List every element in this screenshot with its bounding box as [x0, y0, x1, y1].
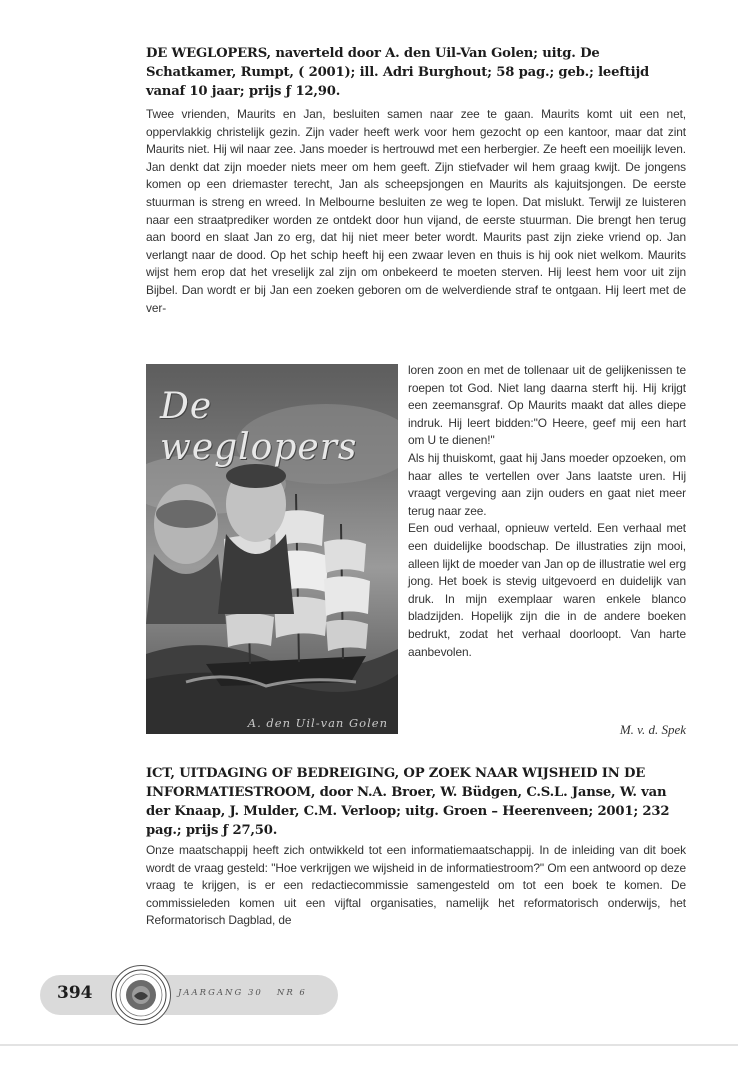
review-1-paragraph-3: Een oud verhaal, opnieuw verteld. Een verhaal met een duidelijke boodschap. De illustraties zijn mooi, alleen lijkt de moeder van Jan op de illustratie wel erg jong. Het boek is stevig uitgevoerd en duidelijk van druk. In mijn exemplaar waren enkele blanco bladzijden. Hopelijk zijn die in de andere boeken bedrukt, zodat het verhaal doorloopt. Van harte aanbevolen. — [408, 521, 686, 659]
review-1-paragraph-1-continued: loren zoon en met de tollenaar uit de gelijkenissen te roepen tot God. Niet lang daarna sterft hij. Hij krijgt een zeemansgraf. Op Maurits maakt dat alles diepe indruk. Hij leert bidden:"O Heere, geef mij een hart om U te dienen!" — [408, 363, 686, 448]
review-1-paragraph-2: Als hij thuiskomt, gaat hij Jans moeder opzoeken, om haar alles te vertellen over Jans laatste uren. Hij vraagt vergeving aan zijn ouders en gaat niet meer terug naar zee. — [408, 450, 686, 518]
book-cover-illustration — [146, 364, 398, 734]
page-number: 394 — [57, 983, 93, 1003]
footer-issue: NR 6 — [276, 988, 307, 998]
review-1-paragraph-1: Twee vrienden, Maurits en Jan, besluiten samen naar zee te gaan. Maurits komt uit een net, oppervlakkig christelijk gezin. Zijn vader heeft werk voor hem gezocht op een kantoor, maar dat zint Maurits niet. Hij wil naar zee. Jans moeder is hertrouwd met een herbergier. Ze heeft een moeilijk leven. Jan denkt dat zijn moeder niets meer om hem geeft. Zijn stiefvader wil hem graag kwijt. De jongens komen op een driemaster terecht, Jan als scheepsjongen en Maurits als kajuitsjongen. De eerste stuurman is streng en wreed. In Melbourne besluiten ze weg te lopen. Dat mislukt. Terwijl ze luisteren naar een straatprediker worden ze ontdekt door hun vijand, de eerste stuurman. Die brengt hen terug aan boord en slaat Jan zo erg, dat hij niet meer beter wordt. Maurits past zijn zieke vriend op. Jan verlangt naar de dood. Op het schip heeft hij een zwaar leven en thuis is hij ook niet welkom. Maurits wijst hem erop dat het vreselijk zal zijn om onbekeerd te moeten sterven. Hij leest hem voor uit zijn Bijbel. Dan wordt er bij Jan een zoeken geboren om de welverdiende straf te ontgaan. Hij leert met de ver- — [146, 107, 686, 315]
cover-author: A. den Uil-van Golen — [247, 716, 388, 730]
footer-volume: JAARGANG 30 — [178, 988, 263, 998]
bottom-divider — [0, 1044, 738, 1046]
review-2-heading: ICT, UITDAGING OF BEDREIGING, OP ZOEK NAAR WIJSHEID IN DE INFORMATIESTROOM, door N.A. Broer, W. Büdgen, C.S.L. Janse, W. van der Knaap, J. Mulder, C.M. Verloop; uitg. Groen – Heerenveen; 2001; 232 pag.; prijs ƒ 27,50. — [146, 766, 670, 838]
review-2-paragraph-1: Onze maatschappij heeft zich ontwikkeld tot een informatiemaatschappij. In de inleiding van dit boek wordt de vraag gesteld: "Hoe verkrijgen we wijsheid in de informatiestroom?" Om een antwoord op deze vraag te krijgen, is er een redactiecommissie samengesteld om tot een boek te komen. De commissieleden komen uit een vijftal organisaties, namelijk het reformatorisch onderwijs, het Reformatorisch Dagblad, de — [146, 843, 686, 928]
review-1-body — [146, 106, 686, 317]
magazine-seal-icon — [111, 965, 171, 1025]
review-1-continuation — [408, 362, 686, 661]
review-2-body — [146, 842, 686, 930]
review-1-heading: DE WEGLOPERS, naverteld door A. den Uil-Van Golen; uitg. De Schatkamer, Rumpt, ( 2001); ill. Adri Burghout; 58 pag.; geb.; leeftijd vanaf 10 jaar; prijs ƒ 12,90. — [146, 46, 650, 99]
reviewer-signature: M. v. d. Spek — [619, 722, 686, 737]
footer-issue-info — [178, 988, 307, 998]
cover-title: De weglopers — [160, 386, 358, 468]
